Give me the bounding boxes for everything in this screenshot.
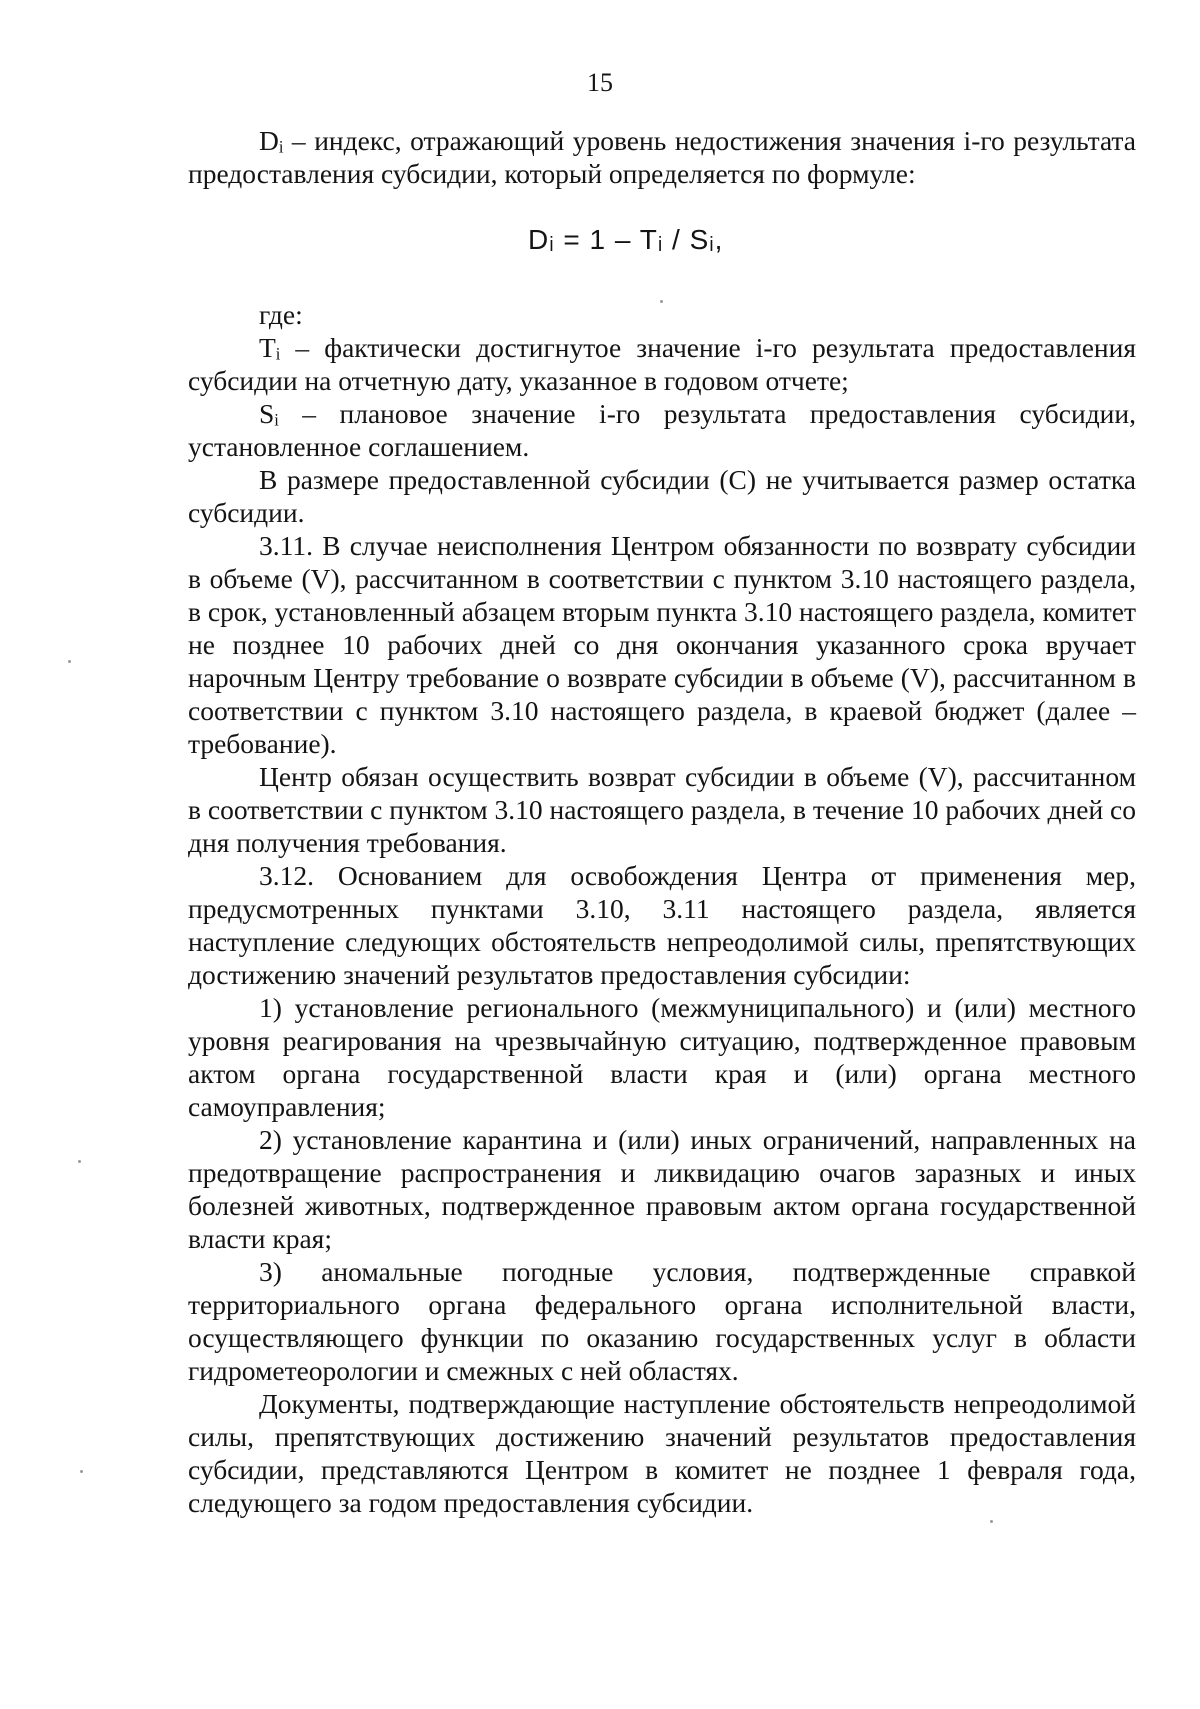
list-item-1: 1) установление регионального (межмуниципального) и (или) местного уровня реагирования на чрезвычайную ситуацию, подтвержденное правовым актом органа государственной власти края и (или) органа местного самоуправления; xyxy=(188,992,1136,1122)
scan-speck xyxy=(68,660,71,663)
paragraph-where: где: xyxy=(259,299,303,330)
paragraph-remainder: В размере предоставленной субсидии (С) не учитывается размер остатка субсидии. xyxy=(188,464,1136,528)
paragraph-3-11: 3.11. В случае неисполнения Центром обязанности по возврату субсидии в объеме (V), рассчитанном в соответствии с пунктом 3.10 настоящего раздела, в срок, установленный абзацем вторым пункта 3.10 настоящего раздела, комитет не позднее 10 рабочих дней со дня окончания указанного срока вручает нарочным Центру требование о возврате субсидии в объеме (V), рассчитанном в соответствии с пунктом 3.10 настоящего раздела, в краевой бюджет (далее – требование). xyxy=(188,530,1137,759)
document-body xyxy=(188,124,1136,1519)
paragraph-index-definition: Dᵢ – индекс, отражающий уровень недостижения значения i-го результата предоставления субсидии, который определяется по формуле: xyxy=(188,125,1136,189)
scan-speck xyxy=(78,1160,81,1163)
paragraph-documents: Документы, подтверждающие наступление обстоятельств непреодолимой силы, препятствующих достижению значений результатов предоставления субсидии, представляются Центром в комитет не позднее 1 февраля года, следующего за годом предоставления субсидии. xyxy=(188,1388,1136,1518)
list-item-2: 2) установление карантина и (или) иных ограничений, направленных на предотвращение распространения и ликвидацию очагов заразных и иных болезней животных, подтвержденное правовым актом органа государственной власти края; xyxy=(188,1124,1136,1254)
scan-speck xyxy=(990,1520,993,1523)
page-number: 15 xyxy=(587,68,613,97)
paragraph-return-obligation: Центр обязан осуществить возврат субсидии в объеме (V), рассчитанном в соответствии с пунктом 3.10 настоящего раздела, в течение 10 рабочих дней со дня получения требования. xyxy=(188,761,1136,858)
paragraph-s-definition: Sᵢ – плановое значение i-го результата предоставления субсидии, установленное соглашением. xyxy=(188,398,1136,462)
scan-speck xyxy=(80,1470,83,1473)
list-item-3: 3) аномальные погодные условия, подтвержденные справкой территориального органа федерального органа исполнительной власти, осуществляющего функции по оказанию государственных услуг в области гидрометеорологии и смежных с ней областях. xyxy=(188,1256,1136,1386)
formula: Dᵢ = 1 – Tᵢ / Sᵢ, xyxy=(528,224,724,255)
paragraph-t-definition: Tᵢ – фактически достигнутое значение i-го результата предоставления субсидии на отчетную дату, указанное в годовом отчете; xyxy=(188,332,1136,396)
paragraph-3-12: 3.12. Основанием для освобождения Центра от применения мер, предусмотренных пунктами 3.10, 3.11 настоящего раздела, является наступление следующих обстоятельств непреодолимой силы, препятствующих достижению значений результатов предоставления субсидии: xyxy=(188,860,1136,990)
scan-speck xyxy=(660,300,663,303)
